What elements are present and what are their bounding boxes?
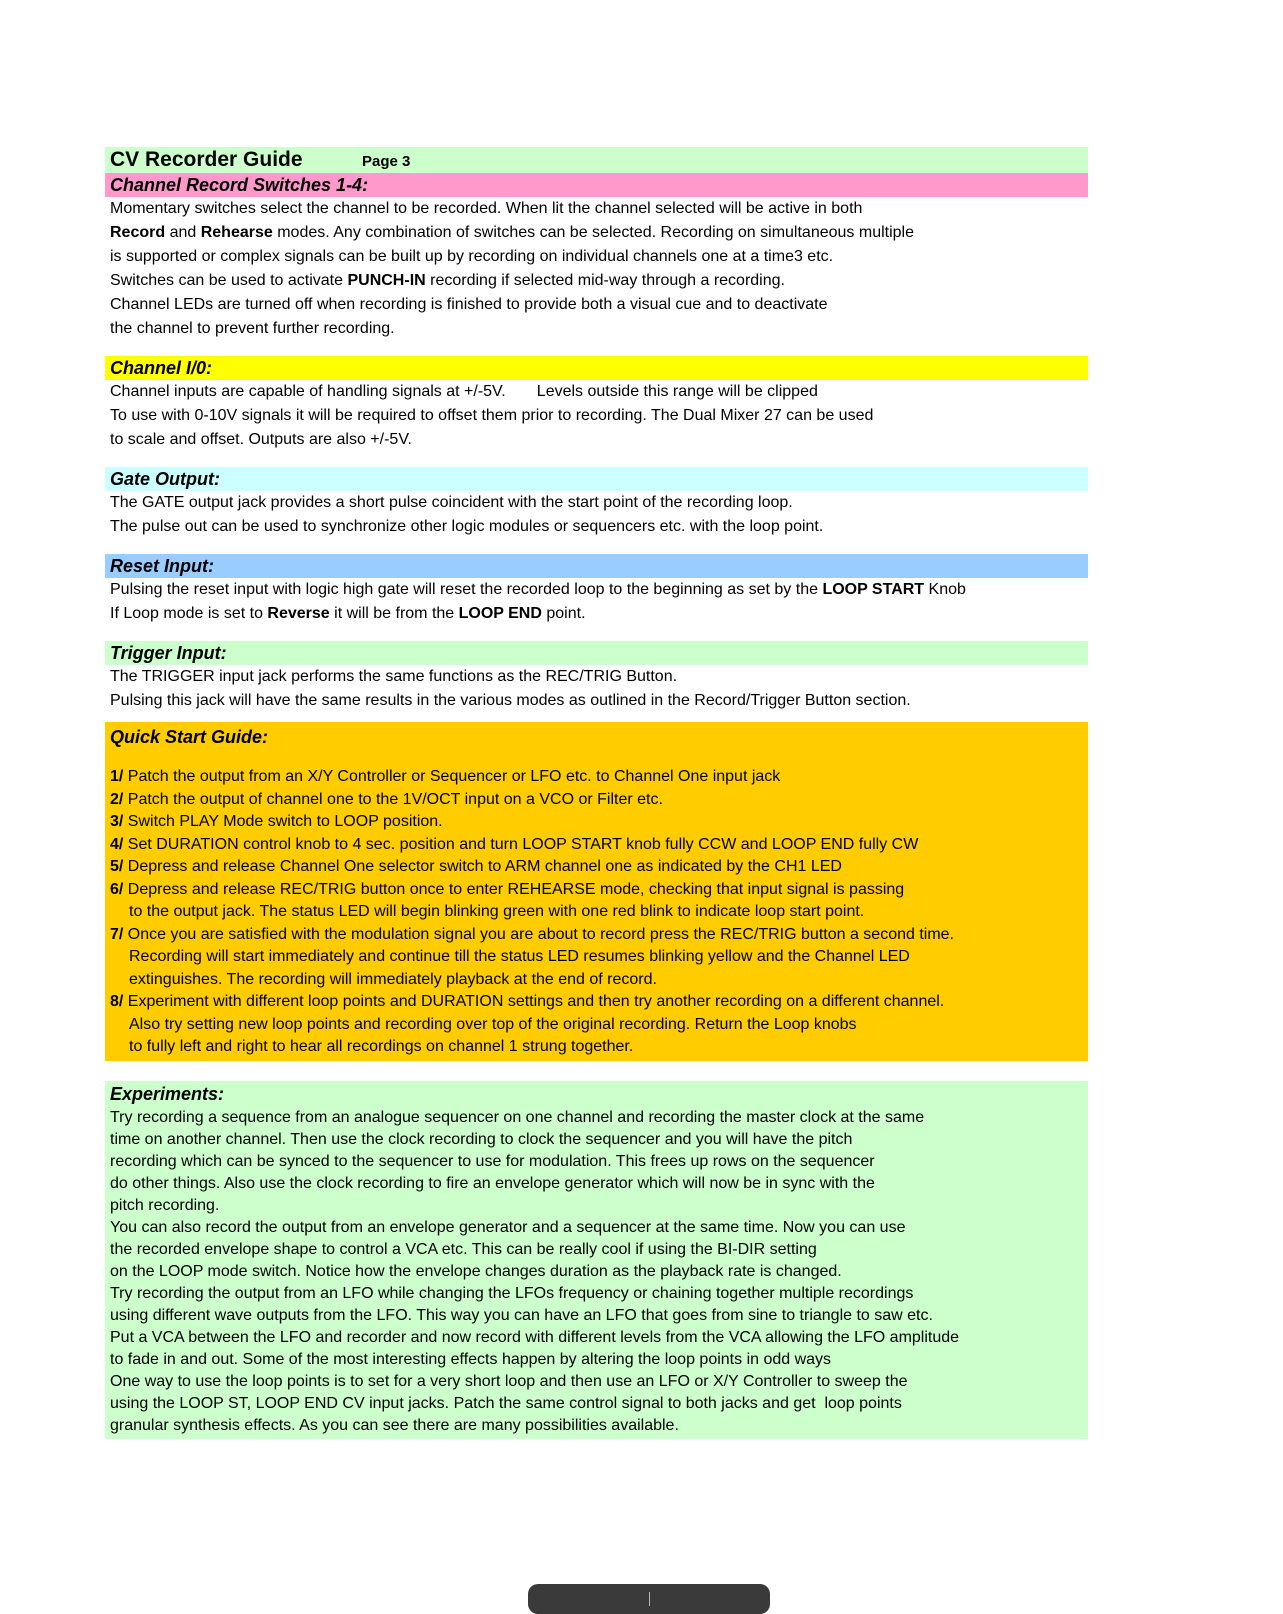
text-line: The TRIGGER input jack performs the same functions as the REC/TRIG Button. <box>110 668 678 685</box>
step-continuation: to the output jack. The status LED will begin blinking green with one red blink to indicate loop start point. <box>129 903 865 920</box>
step-line: 4/ Set DURATION control knob to 4 sec. position and turn LOOP START knob fully CCW and LOOP END fully CW <box>110 835 919 853</box>
text-line: If Loop mode is set to Reverse it will be from the LOOP END point. <box>110 605 586 622</box>
section-heading-channel-io: Channel I/0: <box>105 356 1088 380</box>
text-line: To use with 0-10V signals it will be required to offset them prior to recording. The Dual Mixer 27 can be used <box>110 407 874 424</box>
step-continuation: Recording will start immediately and continue till the status LED resumes blinking yellow and the Channel LED <box>129 948 910 965</box>
text-line: on the LOOP mode switch. Notice how the envelope changes duration as the playback rate is changed. <box>110 1262 842 1280</box>
text-line: to fade in and out. Some of the most interesting effects happen by altering the loop points in odd ways <box>110 1350 832 1368</box>
text-line: the channel to prevent further recording. <box>110 320 395 337</box>
step-continuation: extinguishes. The recording will immediately playback at the end of record. <box>129 970 657 988</box>
text-line: do other things. Also use the clock recording to fire an envelope generator which will now be in sync with the <box>110 1174 875 1192</box>
text-line: The pulse out can be used to synchronize other logic modules or sequencers etc. with the loop point. <box>110 518 824 535</box>
step-line: 6/ Depress and release REC/TRIG button once to enter REHEARSE mode, checking that input signal is passing <box>110 880 905 898</box>
text-line: time on another channel. Then use the clock recording to clock the sequencer and you will have the pitch <box>110 1130 853 1148</box>
section-heading-reset-input: Reset Input: <box>105 554 1088 578</box>
document-page <box>105 147 1088 1439</box>
section-heading-experiments: Experiments: <box>110 1083 225 1104</box>
step-line: 5/ Depress and release Channel One selector switch to ARM channel one as indicated by the CH1 LED <box>110 858 842 875</box>
experiments-box <box>105 1081 1088 1439</box>
step-line: 2/ Patch the output of channel one to the 1V/OCT input on a VCO or Filter etc. <box>110 790 663 808</box>
text-line: pitch recording. <box>110 1196 220 1214</box>
text-line: Momentary switches select the channel to be recorded. When lit the channel selected will be active in both <box>110 200 863 217</box>
text-line: Switches can be used to activate PUNCH-IN recording if selected mid-way through a recording. <box>110 272 785 289</box>
text-line: Pulsing the reset input with logic high gate will reset the recorded loop to the beginning as set by the LOOP START Knob <box>110 581 966 598</box>
section-heading-gate-output: Gate Output: <box>105 467 1088 491</box>
text-line: Channel LEDs are turned off when recording is finished to provide both a visual cue and to deactivate <box>110 296 828 313</box>
quick-start-box <box>105 722 1088 1061</box>
step-line: 7/ Once you are satisfied with the modulation signal you are about to record press the REC/TRIG button a second time. <box>110 925 954 943</box>
step-line: 3/ Switch PLAY Mode switch to LOOP position. <box>110 813 443 830</box>
text-line: granular synthesis effects. As you can see there are many possibilities available. <box>110 1416 679 1434</box>
text-line: Channel inputs are capable of handling signals at +/-5V. Levels outside this range will be clipped <box>110 383 818 400</box>
step-line: 1/ Patch the output from an X/Y Controller or Sequencer or LFO etc. to Channel One input jack <box>110 768 781 785</box>
toolbar-divider <box>649 1592 650 1606</box>
text-line: recording which can be synced to the sequencer to use for modulation. This frees up rows on the sequencer <box>110 1152 875 1170</box>
text-line: using the LOOP ST, LOOP END CV input jacks. Patch the same control signal to both jacks and get loop points <box>110 1394 902 1412</box>
text-line: using different wave outputs from the LFO. This way you can have an LFO that goes from sine to triangle to saw etc. <box>110 1306 933 1324</box>
step-continuation: Also try setting new loop points and recording over top of the original recording. Return the Loop knobs <box>129 1015 857 1033</box>
page-number: Page 3 <box>362 153 411 170</box>
text-line: You can also record the output from an envelope generator and a sequencer at the same time. Now you can use <box>110 1218 906 1236</box>
text-line: Record and Rehearse modes. Any combination of switches can be selected. Recording on simultaneous multiple <box>110 224 914 241</box>
text-line: One way to use the loop points is to set for a very short loop and then use an LFO or X/Y Controller to sweep the <box>110 1372 908 1390</box>
text-line: Try recording the output from an LFO while changing the LFOs frequency or chaining together multiple recordings <box>110 1284 914 1302</box>
section-heading-quick-start: Quick Start Guide: <box>110 727 269 747</box>
text-line: the recorded envelope shape to control a VCA etc. This can be really cool if using the BI-DIR setting <box>110 1240 817 1258</box>
text-line: is supported or complex signals can be built up by recording on individual channels one at a time3 etc. <box>110 248 834 265</box>
text-line: to scale and offset. Outputs are also +/-5V. <box>110 431 412 448</box>
text-line: Pulsing this jack will have the same results in the various modes as outlined in the Record/Trigger Button section. <box>110 692 911 709</box>
page-navigation-toolbar[interactable] <box>528 1584 770 1614</box>
section-heading-trigger-input: Trigger Input: <box>105 641 1088 665</box>
step-continuation: to fully left and right to hear all recordings on channel 1 strung together. <box>129 1038 634 1055</box>
page-title: CV Recorder Guide <box>110 148 303 171</box>
text-line: The GATE output jack provides a short pulse coincident with the start point of the recording loop. <box>110 494 793 511</box>
text-line: Put a VCA between the LFO and recorder and now record with different levels from the VCA allowing the LFO amplitude <box>110 1328 960 1346</box>
text-line: Try recording a sequence from an analogue sequencer on one channel and recording the master clock at the same <box>110 1108 925 1126</box>
section-heading-channel-switches: Channel Record Switches 1-4: <box>105 173 1088 197</box>
step-line: 8/ Experiment with different loop points and DURATION settings and then try another recording on a different channel. <box>110 993 945 1010</box>
title-bar <box>105 147 1088 173</box>
